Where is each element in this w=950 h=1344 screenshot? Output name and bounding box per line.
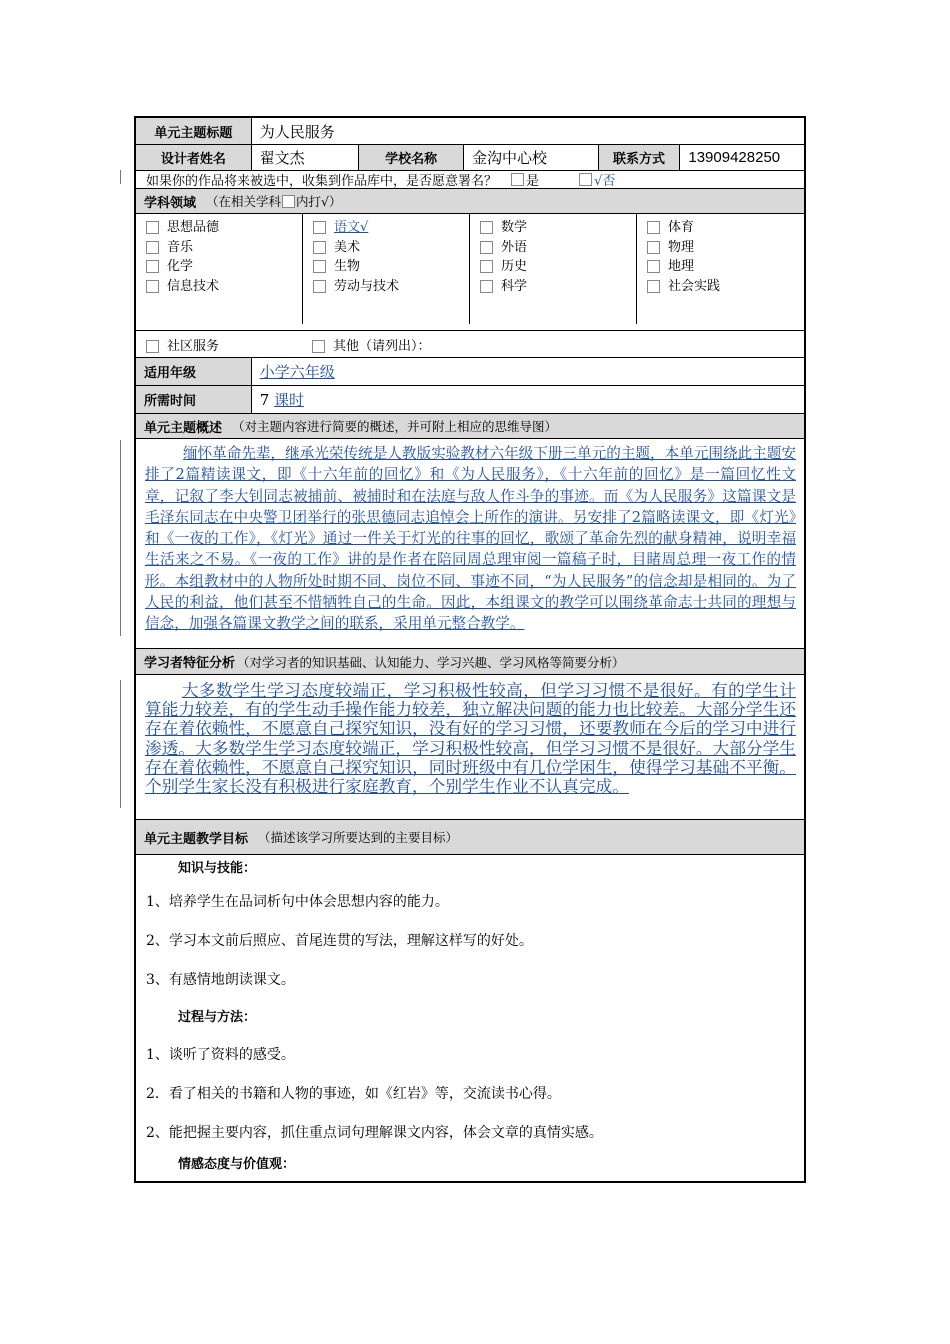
- grade-label: 适用年级: [136, 358, 252, 385]
- subject-column: [303, 214, 470, 324]
- subject-option[interactable]: 信息技术: [146, 277, 302, 297]
- subject-other-option[interactable]: 其他（请列出）：: [312, 335, 431, 354]
- subjects-note-after: 内打√）: [296, 194, 342, 209]
- subjects-extra-row: [136, 331, 804, 358]
- school-value[interactable]: 金沟中心校: [464, 145, 599, 170]
- subject-option[interactable]: 生物: [313, 257, 469, 277]
- consent-no-label: √否: [594, 174, 616, 189]
- goal-item: 2．看了相关的书籍和人物的事迹，如《红岩》等，交流读书心得。: [146, 1086, 561, 1102]
- checkbox-icon[interactable]: [146, 260, 159, 273]
- contact-label: 联系方式: [599, 145, 681, 170]
- goals-header: [136, 820, 804, 855]
- subject-option[interactable]: 语文√: [313, 218, 469, 238]
- checkbox-icon[interactable]: [313, 280, 326, 293]
- subjects-note-before: （在相关学科: [206, 194, 282, 209]
- theme-row: [136, 118, 804, 145]
- goals-title: 单元主题教学目标: [144, 831, 249, 847]
- checkbox-icon[interactable]: [146, 221, 159, 234]
- checkbox-icon[interactable]: [647, 280, 660, 293]
- checkbox-icon[interactable]: [146, 280, 159, 293]
- subjects-header: [136, 189, 804, 214]
- checkbox-icon[interactable]: [480, 280, 493, 293]
- duration-value[interactable]: 7 课时: [259, 390, 305, 409]
- subject-option[interactable]: 物理: [647, 238, 804, 258]
- subject-option[interactable]: 外语: [480, 238, 636, 258]
- learner-title: 学习者特征分析: [144, 656, 236, 671]
- subjects-grid: [136, 214, 804, 331]
- checkbox-icon[interactable]: [480, 241, 493, 254]
- consent-row: [136, 171, 804, 189]
- margin-mark: [120, 170, 121, 184]
- checkbox-icon[interactable]: [313, 260, 326, 273]
- theme-label: 单元主题标题: [136, 118, 252, 144]
- consent-question: 如果你的作品将来被选中，收集到作品库中，是否愿意署名？: [146, 174, 498, 189]
- checkbox-icon[interactable]: [146, 241, 159, 254]
- designer-value[interactable]: 翟文杰: [252, 145, 360, 170]
- subject-option[interactable]: 地理: [647, 257, 804, 277]
- checkbox-icon[interactable]: [313, 241, 326, 254]
- grade-row: [136, 358, 804, 386]
- emotion-heading: 情感态度与价值观：: [178, 1157, 296, 1172]
- learner-note: （对学习者的知识基础、认知能力、学习兴趣、学习风格等简要分析）: [237, 654, 625, 670]
- goal-item: 1、谈听了资料的感受。: [146, 1047, 295, 1063]
- learner-text: 大多数学生学习态度较端正，学习积极性较高，但学习习惯不是很好。有的学生计算能力较差，有的学生动手操作能力较差，独立解决问题的能力也比较差。大部分学生还存在着依赖性，不愿意自己探究知识，没有好的学习习惯，还要教师在今后的学习中进行渗透。大多数学生学习态度较端正，学习积极性较高，但学习习惯不是很好。大部分学生存在着依赖性，不愿意自己探究知识，同时班级中有几位学困生，使得学习基础不平衡。个别学生家长没有积极进行家庭教育，个别学生作业不认真完成。: [145, 680, 796, 797]
- learner-text-block[interactable]: [136, 675, 804, 820]
- overview-header: [136, 414, 804, 439]
- designer-row: [136, 145, 804, 171]
- overview-title: 单元主题概述: [144, 420, 223, 436]
- checkbox-icon[interactable]: [647, 241, 660, 254]
- consent-yes-label: 是: [526, 174, 540, 189]
- subject-column: [637, 214, 804, 330]
- subjects-title: 学科领域: [144, 195, 197, 211]
- subject-option[interactable]: 历史: [480, 257, 636, 277]
- checkbox-icon[interactable]: [480, 260, 493, 273]
- subject-option[interactable]: 美术: [313, 238, 469, 258]
- overview-text: 缅怀革命先辈，继承光荣传统是人教版实验教材六年级下册三单元的主题，本单元围绕此主题安排了2篇精读课文，即《十六年前的回忆》和《为人民服务》，《十六年前的回忆》是一篇回忆性文章，记叙了李大钊同志被捕前、被捕时和在法庭与敌人作斗争的事迹。而《为人民服务》这篇课文是毛泽东同志在中央警卫团举行的张思德同志追悼会上所作的演讲。另安排了2篇略读课文，即《灯光》和《一夜的工作》，《灯光》通过一件关于灯光的往事的回忆，歌颂了革命先烈的献身精神，说明幸福生活来之不易。《一夜的工作》讲的是作者在陪同周总理审阅一篇稿子时，目睹周总理一夜工作的情形。本组教材中的人物所处时期不同、岗位不同、事迹不同，“为人民服务”的信念却是相同的。为了人民的利益，他们甚至不惜牺牲自己的生命。因此，本组课文的教学可以围绕革命志士共同的理想与信念，加强各篇课文教学之间的联系，采用单元整合教学。: [145, 445, 796, 633]
- knowledge-heading: 知识与技能：: [178, 861, 257, 876]
- designer-label: 设计者姓名: [136, 145, 252, 170]
- subject-option[interactable]: 社区服务: [136, 335, 312, 354]
- goal-item: 2、学习本文前后照应、首尾连贯的写法，理解这样写的好处。: [146, 933, 533, 949]
- checkbox-icon[interactable]: [146, 340, 159, 353]
- overview-text-block[interactable]: [136, 439, 804, 649]
- subject-option[interactable]: 体育: [647, 218, 804, 238]
- inline-checkbox-icon: [282, 195, 295, 208]
- process-heading: 过程与方法：: [178, 1010, 257, 1025]
- goals-note: （描述该学习所要达到的主要目标）: [258, 830, 459, 845]
- margin-mark: [120, 440, 121, 636]
- checkbox-icon[interactable]: [647, 260, 660, 273]
- checkbox-icon[interactable]: [647, 221, 660, 234]
- goals-body[interactable]: [136, 855, 804, 1181]
- subject-column: [136, 214, 303, 324]
- checkbox-icon[interactable]: [313, 221, 326, 234]
- theme-value[interactable]: 为人民服务: [259, 122, 335, 141]
- design-form-table: [134, 116, 806, 1183]
- subject-option[interactable]: 科学: [480, 277, 636, 297]
- learner-header: [136, 649, 804, 675]
- grade-value[interactable]: 小学六年级: [259, 363, 335, 381]
- checkbox-icon[interactable]: [480, 221, 493, 234]
- goal-item: 3、有感情地朗读课文。: [146, 972, 295, 988]
- subject-option[interactable]: 音乐: [146, 238, 302, 258]
- subject-option[interactable]: 劳动与技术: [313, 277, 469, 297]
- consent-no-checkbox[interactable]: [579, 173, 592, 186]
- checkbox-icon[interactable]: [312, 340, 325, 353]
- consent-yes-checkbox[interactable]: [511, 173, 524, 186]
- subject-option[interactable]: 社会实践: [647, 277, 804, 297]
- goal-item: 2、能把握主要内容，抓住重点词句理解课文内容，体会文章的真情实感。: [146, 1125, 603, 1141]
- subject-option[interactable]: 化学: [146, 257, 302, 277]
- goal-item: 1、培养学生在品词析句中体会思想内容的能力。: [146, 894, 449, 910]
- duration-label: 所需时间: [136, 386, 252, 413]
- subject-column: [470, 214, 637, 324]
- school-label: 学校名称: [359, 145, 464, 170]
- subject-option[interactable]: 数学: [480, 218, 636, 238]
- overview-note: （对主题内容进行简要的概述，并可附上相应的思维导图）: [232, 419, 558, 434]
- contact-value[interactable]: 13909428250: [688, 149, 781, 166]
- margin-mark: [120, 680, 121, 808]
- duration-row: [136, 386, 804, 414]
- subject-option[interactable]: 思想品德: [146, 218, 302, 238]
